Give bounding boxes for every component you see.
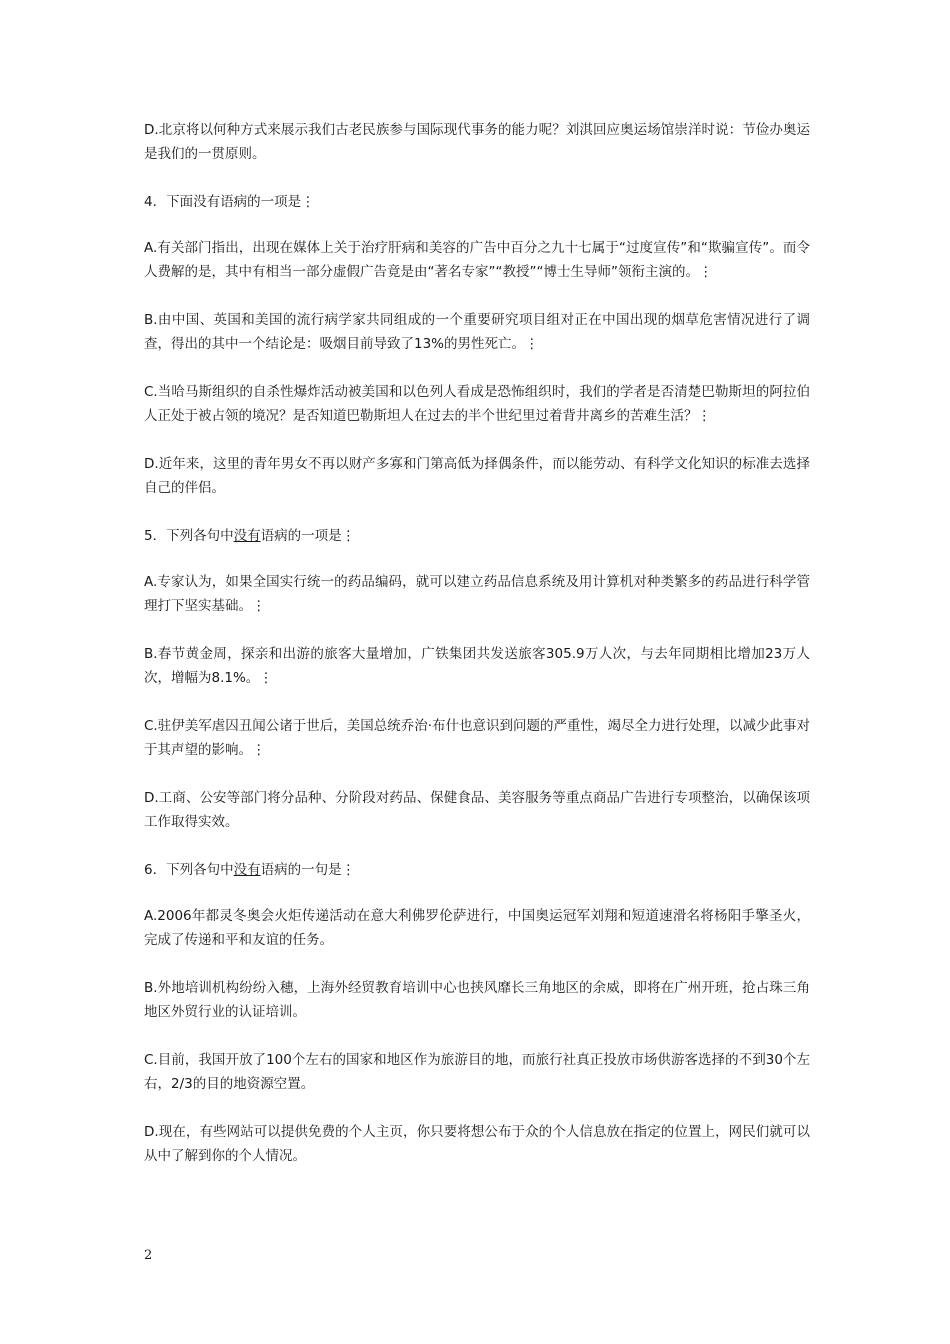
option-a-q4: A.有关部门指出，出现在媒体上关于治疗肝病和美容的广告中百分之九十七属于“过度宣传”和“欺骗宣传”。而令人费解的是，其中有相当一部分虚假广告竟是由“著名专家”“教授”“博士生导师”领衔主演的。⋮ (144, 240, 810, 280)
question-6 (144, 858, 810, 882)
question-6-text: 6．下列各句中 (144, 862, 234, 878)
question-5-underline: 没有 (233, 528, 261, 544)
question-4-text: 4．下面没有语病的一项是 (144, 194, 302, 210)
option-d-q6: D.现在，有些网站可以提供免费的个人主页，你只要将想公布于众的个人信息放在指定的位置上，网民们就可以从中了解到你的个人情况。 (144, 1124, 810, 1164)
option-d-q3: D.北京将以何种方式来展示我们古老民族参与国际现代事务的能力呢？刘淇回应奥运场馆崇洋时说：节俭办奥运是我们的一贯原则。 (144, 122, 810, 162)
question-4-tail: ⋮ (301, 194, 315, 210)
document-page (144, 118, 810, 1192)
page-number: 2 (144, 1248, 153, 1263)
option-c-q4: C.当哈马斯组织的自杀性爆炸活动被美国和以色列人看成是恐怖组织时，我们的学者是否清楚巴勒斯坦的阿拉伯人正处于被占领的境况？是否知道巴勒斯坦人在过去的半个世纪里过着背井离乡的苦难生活？⋮ (144, 384, 810, 424)
option-a-q5: A.专家认为，如果全国实行统一的药品编码，就可以建立药品信息系统及用计算机对种类繁多的药品进行科学管理打下坚实基础。⋮ (144, 574, 810, 614)
question-6-tail: 语病的一句是⋮ (260, 862, 356, 878)
option-d-q5: D.工商、公安等部门将分品种、分阶段对药品、保健食品、美容服务等重点商品广告进行专项整治，以确保该项工作取得实效。 (144, 790, 810, 830)
question-5-tail: 语病的一项是⋮ (260, 528, 356, 544)
option-a-q6: A.2006年都灵冬奥会火炬传递活动在意大利佛罗伦萨进行，中国奥运冠军刘翔和短道速滑名将杨阳手擎圣火，完成了传递和平和友谊的任务。 (144, 908, 810, 948)
option-c-q5: C.驻伊美军虐囚丑闻公诸于世后，美国总统乔治·布什也意识到问题的严重性，竭尽全力进行处理，以减少此事对于其声望的影响。⋮ (144, 718, 811, 758)
question-5-text: 5．下列各句中 (144, 528, 234, 544)
option-d-q4: D.近年来，这里的青年男女不再以财产多寡和门第高低为择偶条件，而以能劳动、有科学文化知识的标准去选择自己的伴侣。 (144, 456, 810, 496)
option-c-q6: C.目前，我国开放了100个左右的国家和地区作为旅游目的地，而旅行社真正投放市场供游客选择的不到30个左右，2/3的目的地资源空置。 (144, 1052, 810, 1092)
option-b-q5: B.春节黄金周，探亲和出游的旅客大量增加，广铁集团共发送旅客305.9万人次，与去年同期相比增加23万人次，增幅为8.1%。⋮ (144, 646, 810, 686)
question-5 (144, 524, 810, 548)
option-b-q6: B.外地培训机构纷纷入穗，上海外经贸教育培训中心也挟风靡长三角地区的余威，即将在广州开班，抢占珠三角地区外贸行业的认证培训。 (144, 980, 810, 1020)
question-6-underline: 没有 (233, 862, 261, 878)
option-b-q4: B.由中国、英国和美国的流行病学家共同组成的一个重要研究项目组对正在中国出现的烟草危害情况进行了调查，得出的其中一个结论是：吸烟目前导致了13%的男性死亡。⋮ (144, 312, 810, 352)
question-4 (144, 190, 810, 214)
